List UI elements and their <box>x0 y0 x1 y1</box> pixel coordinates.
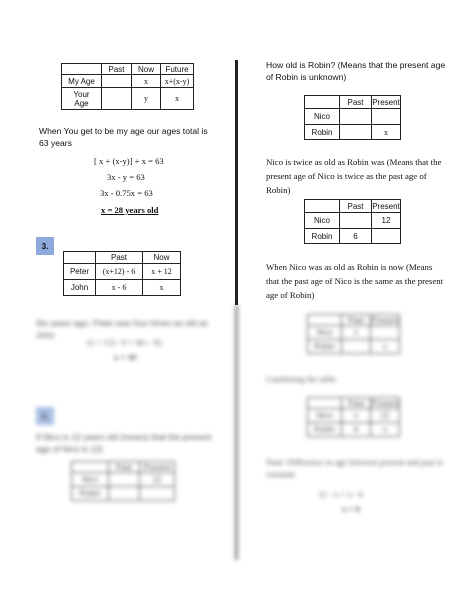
age-table-1 <box>61 63 194 110</box>
equation-answer: x = 28 years old <box>101 205 159 215</box>
table-cell: Robin <box>308 423 342 437</box>
blurred-equation: 12 - x = x - 6 <box>318 489 363 499</box>
table-cell: x <box>161 88 194 110</box>
table-header: Past <box>109 462 140 473</box>
table-cell: Nico <box>308 326 342 340</box>
table-cell: Robin <box>305 229 340 244</box>
table-header: Now <box>143 252 181 264</box>
table-cell <box>102 75 132 88</box>
table-cell <box>140 487 175 501</box>
table-header: Past <box>340 200 372 213</box>
table-cell: 12 <box>372 213 401 229</box>
blurred-statement: Combining the table <box>266 374 337 384</box>
age-table-2 <box>63 251 181 296</box>
blurred-age-table <box>71 461 175 501</box>
table-cell: x <box>372 125 401 140</box>
table-cell: x <box>342 326 371 340</box>
table-cell: My Age <box>62 75 102 88</box>
statement-text: When You get to be my age our ages total is 63 years <box>39 126 208 148</box>
equation-line: 3x - 0.75x = 63 <box>100 188 153 198</box>
equation-line: [ x + (x-y)] + x = 63 <box>94 156 164 166</box>
table-cell: John <box>64 280 96 296</box>
table-cell: Nico <box>305 109 340 125</box>
blurred-statement: Six years ago, Peter was four times as old as John <box>36 318 208 340</box>
table-cell: x+(x-y) <box>161 75 194 88</box>
table-cell: Robin <box>305 125 340 140</box>
table-header: Past <box>342 315 371 326</box>
blurred-equation: (x + 12) - 6 = 4(x - 6) <box>87 337 162 347</box>
table-cell <box>342 340 371 354</box>
table-cell <box>372 229 401 244</box>
table-cell: Robin <box>72 487 109 501</box>
age-table-a <box>304 95 401 140</box>
table-header: Present <box>371 398 399 408</box>
table-header: Past <box>342 398 371 409</box>
column-divider-blurred <box>235 305 238 560</box>
table-header: Present <box>140 462 175 473</box>
table-header <box>305 96 340 109</box>
table-cell <box>371 326 400 340</box>
blurred-equation: x = 10 <box>114 352 137 362</box>
table-cell: x - 6 <box>96 280 143 296</box>
table-cell: Nico <box>308 409 342 423</box>
table-cell: Robin <box>308 340 342 354</box>
table-header <box>305 200 340 213</box>
table-header <box>308 315 342 326</box>
blurred-statement: Note: Difference in age between present and past is constant <box>266 457 443 479</box>
table-cell: y <box>132 88 161 110</box>
table-header <box>62 64 102 75</box>
table-cell <box>340 125 372 140</box>
question-text: How old is Robin? (Means that the present age of Robin is unknown) <box>266 60 446 82</box>
table-header: Present <box>372 97 400 107</box>
blurred-equation: x = 9 <box>342 504 360 514</box>
table-cell <box>372 109 401 125</box>
blurred-age-table <box>307 314 400 354</box>
blurred-age-table <box>307 397 400 437</box>
table-cell: 12 <box>371 409 400 423</box>
table-cell: x <box>143 280 181 296</box>
statement-text: Nico is twice as old as Robin was (Means that the present age of Nico is twice as the past age of Robin) <box>266 157 442 195</box>
table-cell <box>340 109 372 125</box>
table-header <box>64 252 96 264</box>
table-cell: Peter <box>64 264 96 280</box>
column-divider <box>235 60 238 305</box>
table-cell: Your Age <box>62 88 102 110</box>
table-cell: (x+12) - 6 <box>96 264 143 280</box>
table-cell <box>102 88 132 110</box>
table-cell: x <box>371 340 400 354</box>
table-header: Now <box>132 64 161 75</box>
table-header: Present <box>371 315 399 325</box>
table-header <box>72 462 109 473</box>
table-header: Past <box>96 252 143 264</box>
table-cell <box>109 473 140 487</box>
table-cell: Nico <box>305 213 340 229</box>
section-badge-3: 3. <box>36 237 54 255</box>
equation-line: 3x - y = 63 <box>107 172 145 182</box>
blurred-statement: If Nico is 12 years old (means that the present age of Nico is 12) <box>36 432 212 454</box>
table-header: Future <box>161 64 194 75</box>
table-header: Present <box>372 201 400 211</box>
table-header <box>308 398 342 409</box>
table-header: Past <box>102 64 132 75</box>
table-header: Past <box>340 96 372 109</box>
age-table-b <box>304 199 401 244</box>
statement-text: When Nico was as old as Robin is now (Means that the past age of Nico is the same as the present age of Robin) <box>266 262 444 300</box>
table-cell: x + 12 <box>143 264 181 280</box>
table-cell: x <box>371 423 400 437</box>
table-cell <box>109 487 140 501</box>
table-cell: 6 <box>342 423 371 437</box>
table-cell: 12 <box>140 473 175 487</box>
table-cell: Nico <box>72 473 109 487</box>
section-badge-4: 4. <box>36 407 54 425</box>
table-cell: 6 <box>340 229 372 244</box>
table-cell <box>340 213 372 229</box>
table-cell: x <box>132 75 161 88</box>
table-cell: x <box>342 409 371 423</box>
